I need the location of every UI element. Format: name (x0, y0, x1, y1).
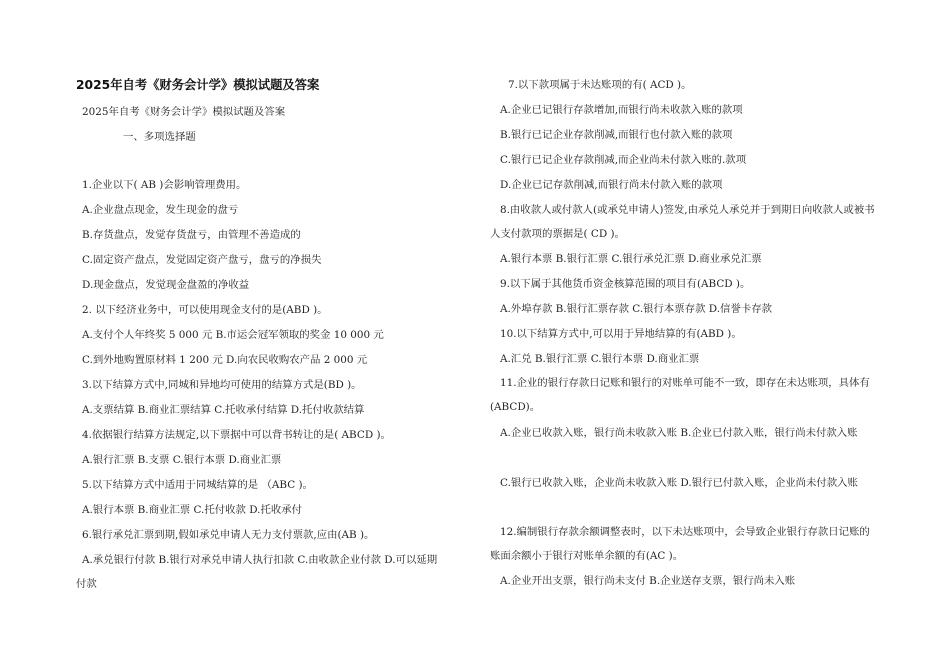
option-text: C.到外地购置原材料 1 200 元 D.向农民收购农产品 2 000 元 (82, 354, 368, 366)
option-text: A.银行本票 B.银行汇票 C.银行承兑汇票 D.商业承兑汇票 (500, 253, 762, 265)
option-text: A.企业已收款入账，银行尚未收款入账 B.企业已付款入账，银行尚未付款入账 (500, 427, 858, 439)
option-text: D.企业已记存款削减,而银行尚未付款入账的款项 (500, 179, 723, 191)
option-text: A.银行本票 B.商业汇票 C.托付收款 D.托收承付 (82, 504, 303, 516)
question-text: 8.由收款人或付款人(或承兑申请人)签发,由承兑人承兑并于到期日向收款人或被书人支付款项的票据是( CD )。 (490, 204, 875, 240)
option-text: A.汇兑 B.银行汇票 C.银行本票 D.商业汇票 (500, 353, 700, 365)
question-text: 1.企业以下( AB )会影响管理费用。 (82, 179, 247, 191)
question-text: 10.以下结算方式中,可以用于异地结算的有(ABD )。 (500, 328, 742, 340)
option-text: A.银行汇票 B.支票 C.银行本票 D.商业汇票 (82, 454, 282, 466)
option-text: A.支付个人年终奖 5 000 元 B.市运会冠军领取的奖金 10 000 元 (82, 329, 384, 341)
option-text: B.存货盘点，发觉存货盘亏，由管理不善造成的 (82, 229, 301, 241)
question-text: 6.银行承兑汇票到期,假如承兑申请人无力支付票款,应由(AB )。 (82, 529, 375, 541)
option-text-continued: 付款 (76, 578, 97, 590)
question-text: 4.依据银行结算方法规定,以下票据中可以背书转让的是( ABCD )。 (82, 429, 391, 441)
option-text: A.企业盘点现金，发生现金的盘亏 (82, 204, 239, 216)
question-text: 9.以下属于其他货币资金核算范围的项目有(ABCD )。 (500, 278, 751, 290)
option-text: D.现金盘点，发觉现金盘盈的净收益 (82, 279, 250, 291)
document-title: 2025年自考《财务会计学》模拟试题及答案 (76, 78, 320, 92)
option-text: C.银行已收款入账，企业尚未收款入账 D.银行已付款入账，企业尚未付款入账 (500, 477, 858, 489)
question-text: 3.以下结算方式中,同城和异地均可使用的结算方式是(BD )。 (82, 379, 362, 391)
option-text: A.外埠存款 B.银行汇票存款 C.银行本票存款 D.信誉卡存款 (500, 303, 773, 315)
document-subtitle: 2025年自考《财务会计学》模拟试题及答案 (82, 106, 286, 118)
option-text: A.企业开出支票，银行尚未支付 B.企业送存支票，银行尚未入账 (500, 575, 796, 587)
question-text: 11.企业的银行存款日记账和银行的对账单可能不一致，即存在未达账项，具体有(ABCD)。 (490, 377, 870, 413)
option-text: B.银行已记企业存款削减,而银行也付款入账的款项 (500, 129, 733, 141)
option-text: C.固定资产盘点，发觉固定资产盘亏，盘亏的净损失 (82, 254, 322, 266)
option-text: A.企业已记银行存款增加,而银行尚未收款入账的款项 (500, 104, 743, 116)
option-text: A.承兑银行付款 B.银行对承兑申请人执行扣款 C.由收款企业付款 D.可以延期 (82, 554, 438, 566)
option-text: C.银行已记企业存款削减,而企业尚未付款入账的.款项 (500, 154, 747, 166)
question-text: 5.以下结算方式中适用于同城结算的是 （ABC )。 (82, 479, 313, 491)
question-text: 12.编制银行存款余额调整表时，以下未达账项中，会导致企业银行存款日记账的账面余额小于银行对账单余额的有(AC )。 (490, 526, 870, 562)
question-text: 2. 以下经济业务中，可以使用现金支付的是(ABD )。 (82, 304, 328, 316)
option-text: A.支票结算 B.商业汇票结算 C.托收承付结算 D.托付收款结算 (82, 404, 365, 416)
question-text: 7.以下款项属于未达账项的有( ACD )。 (508, 79, 692, 91)
section-heading: 一、多项选择题 (123, 131, 196, 143)
